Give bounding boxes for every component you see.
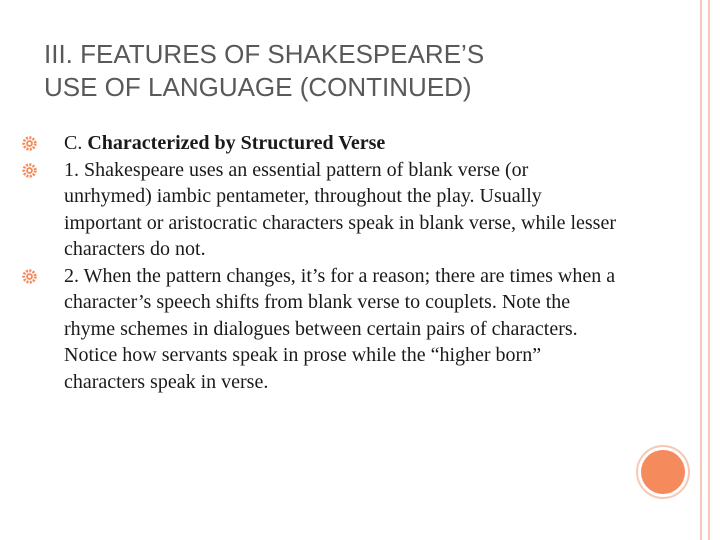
bullet-item-2 — [20, 157, 620, 263]
gear-icon — [22, 269, 37, 284]
decorative-circle — [641, 450, 685, 494]
bullet-1-prefix: C. — [64, 132, 88, 154]
bullet-3-text: 2. When the pattern changes, it’s for a reason; there are times when a character’s speech shifts from blank verse to couplets. Note the rhyme schemes in dialogues between certain pairs of characters. Notice how servants speak in prose while the “higher born” characters speak in verse. — [64, 264, 616, 393]
gear-icon — [22, 136, 37, 151]
title-line-1: III. FEATURES OF SHAKESPEARE’S — [44, 39, 485, 69]
bullet-item-3 — [20, 263, 620, 396]
right-border-outer-line — [708, 0, 710, 540]
bullet-list — [20, 130, 620, 395]
bullet-item-1 — [20, 130, 620, 157]
slide-title — [44, 38, 644, 104]
title-line-2: USE OF LANGUAGE (CONTINUED) — [44, 72, 472, 102]
right-border-inner-line — [700, 0, 702, 540]
bullet-1-bold: Characterized by Structured Verse — [87, 132, 386, 154]
gear-icon — [22, 163, 37, 178]
bullet-2-text: 1. Shakespeare uses an essential pattern of blank verse (or unrhymed) iambic pentameter, throughout the play. Usually important or aristocratic characters speak in blank verse, while lesser characters do not. — [64, 158, 617, 260]
